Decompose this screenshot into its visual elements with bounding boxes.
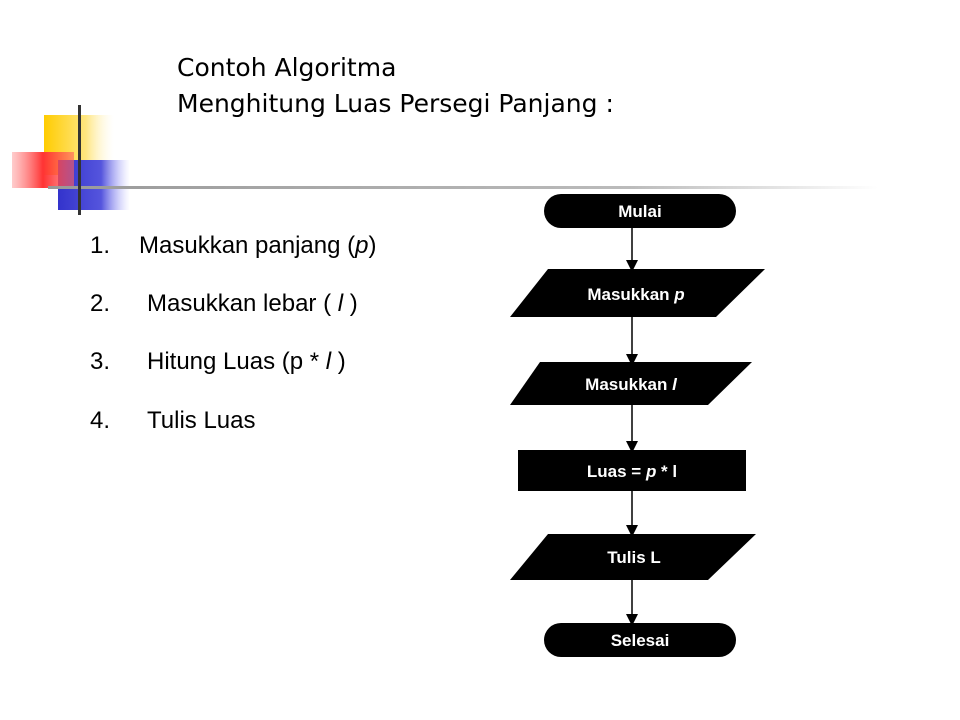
start-terminator [544,194,736,228]
step-text: Hitung Luas (p * l ) [147,348,346,375]
process-label: Luas = p * l [586,462,678,481]
input-l-parallelogram [510,362,752,405]
step-text: Masukkan panjang (p) [139,232,377,259]
title-line-2: Menghitung Luas Persegi Panjang : [177,89,614,118]
step-text: Tulis Luas [147,407,256,434]
process-rectangle [518,450,746,491]
input-l-label: Masukkan l [585,375,677,394]
step-number: 3. [90,348,111,375]
input-p-parallelogram [510,269,765,317]
start-label: Mulai [618,202,662,221]
end-label: Selesai [610,631,670,650]
step-number: 2. [90,290,111,317]
output-label: Tulis L [607,548,661,567]
input-p-label: Masukkan p [587,285,685,304]
step-number: 1. [90,232,111,259]
title-line-1: Contoh Algoritma [177,53,397,82]
step-number: 4. [90,407,111,434]
output-parallelogram [510,534,756,580]
step-text: Masukkan lebar ( l ) [147,290,358,317]
end-terminator [544,623,736,657]
